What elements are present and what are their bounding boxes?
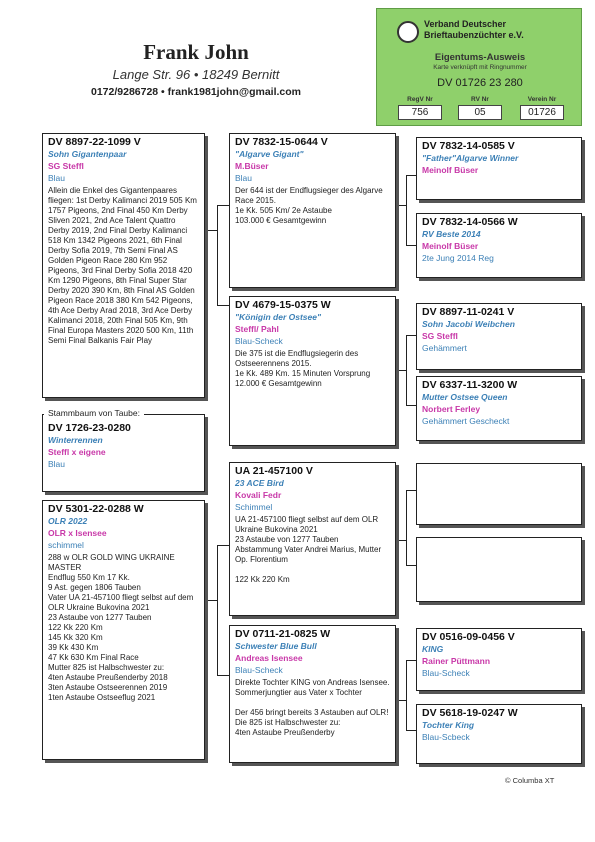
connector [406, 660, 416, 661]
sire-dam-sire-box [416, 303, 582, 370]
description: 288 w OLR GOLD WING UKRAINE MASTER Endflug 550 Km 17 Kk. 9 Ast. gegen 1806 Tauben Vater UA 21-457100 fliegt selbst auf dem OLR Ukraine Bukovina 2021 23 Astaube von 1277 Tauben 122 Kk 220 Km 145 Kk 320 Km 39 Kk 430 Km 47 Kk 630 Km Final Race Mutter 825 ist Halbschwester zu: 4ten Astaube Preußenderby 2018 3ten Astaube Ostseerennen 2019 1ten Astaube Ostseeflug 2021 [48, 553, 194, 702]
subject-box [42, 414, 205, 492]
connector [406, 660, 407, 730]
feather-color: Blau [235, 173, 253, 183]
connector [406, 175, 407, 245]
card-verein-label: Verein Nr [527, 96, 557, 103]
description: Allein die Enkel des Gigantenpaares fliegen: 1st Derby Kalimanci 2019 505 Km 1757 Pigeons, 2nd Final 450 Km Derby Sliven 2021, 2nd Ace Talent Quattro Derby 2019, 2nd Final Derby Kalimanci 518 Km 1342 Pigeons 2021, 6th Final Derby Sofia 2019, 7th Semi Final AS Golden Pigeon Race 280 Km 952 Pigeons, 3rd Final Derby Sofia 2018 420 Km 1290 Pigeons, 8th Final Super Star Derby 2020 390 Km, 8th Final AS Golden Pigeon Race 2018 380 Km 542 Pigeons, 4th Ace Derby Arad 2018, 3rd Ace Derby Kalimanci 2018, 20th Final 505 Km, 9th Final Europa Masters 2020 500 Km, 11th Semi Final Balkanis Fair Play [48, 186, 197, 345]
feather-color: Blau-Scheck [235, 665, 283, 675]
dam-sire-sire-box [416, 463, 582, 525]
pigeon-name: "Algarve Gigant" [235, 149, 304, 159]
pigeon-name: Winterrennen [48, 435, 103, 445]
ring-number: DV 7832-15-0644 V [235, 136, 328, 148]
pigeon-name: KING [422, 644, 444, 654]
dam-dam-box [229, 625, 396, 763]
connector [205, 230, 217, 231]
connector [406, 335, 416, 336]
description: Direkte Tochter KING von Andreas Isensee. Sommerjungtier aus Vater x Tochter Der 456 bringt bereits 3 Astauben auf OLR! Die 825 ist Halbschwester zu: 4ten Astaube Preußenderby [235, 678, 390, 737]
connector [406, 335, 407, 405]
connector [217, 675, 229, 676]
feather-color: Schimmel [235, 502, 273, 512]
breeder: Steffl/ Pahl [235, 324, 279, 334]
connector [217, 205, 218, 305]
connector [406, 175, 416, 176]
sire-sire-box [229, 133, 396, 288]
sire-dam-dam-box [416, 376, 582, 441]
description: UA 21-457100 fliegt selbst auf dem OLR Ukraine Bukovina 2021 23 Astaube von 1277 Tauben Abstammung Vater Andrei Marius, Mutter Op. Florentium 122 Kk 220 Km [235, 515, 382, 584]
ring-number: DV 8897-22-1099 V [48, 136, 141, 148]
breeder: Kovali Fedr [235, 490, 282, 500]
ownership-card [376, 8, 582, 126]
ring-number: DV 5618-19-0247 W [422, 707, 518, 719]
breeder: OLR x Isensee [48, 528, 107, 538]
pigeon-name: Schwester Blue Bull [235, 641, 317, 651]
breeder: Rainer Püttmann [422, 656, 491, 666]
feather-color: Blau-Scheck [422, 668, 470, 678]
connector [217, 205, 229, 206]
pigeon-name: 23 ACE Bird [235, 478, 284, 488]
owner-contact: 0172/9286728 • frank1981john@gmail.com [90, 86, 302, 98]
sire-sire-dam-box [416, 213, 582, 278]
feather-color: Blau-Scbeck [422, 732, 470, 742]
card-regv-label: RegV Nr [407, 96, 433, 103]
vdb-logo-icon [397, 21, 419, 43]
owner-name: Frank John [143, 40, 249, 64]
dam-sire-dam-box [416, 537, 582, 602]
card-subtitle: Karte verknüpft mit Ringnummer [433, 64, 527, 71]
dam-dam-dam-box [416, 704, 582, 764]
breeder: Andreas Isensee [235, 653, 303, 663]
connector [217, 545, 218, 675]
pigeon-name: Sohn Gigantenpaar [48, 149, 127, 159]
breeder: Norbert Ferley [422, 404, 481, 414]
ring-number: DV 5301-22-0288 W [48, 503, 144, 515]
description: Der 644 ist der Endflugsieger des Algarve Race 2015. 1e Kk. 505 Km/ 2e Astaube 103.000 € Gesamtgewinn [235, 186, 383, 225]
breeder: M.Büser [235, 161, 269, 171]
feather-color: Blau [48, 459, 66, 469]
ring-number: DV 7832-14-0566 W [422, 216, 518, 228]
connector [406, 490, 416, 491]
connector [406, 490, 407, 565]
pigeon-name: Tochter King [422, 720, 475, 730]
owner-address: Lange Str. 96 • 18249 Bernitt [112, 67, 280, 82]
ring-number: DV 6337-11-3200 W [422, 379, 518, 391]
card-org [424, 19, 524, 41]
connector [396, 205, 406, 206]
ring-number: DV 8897-11-0241 V [422, 306, 515, 318]
feather-color: Gehämmert [422, 343, 467, 353]
ring-number: DV 1726-23-0280 [48, 422, 131, 434]
pigeon-name: RV Beste 2014 [422, 229, 481, 239]
breeder: SG Steffl [422, 331, 458, 341]
sire-sire-sire-box [416, 137, 582, 200]
card-rv-value: 05 [458, 105, 502, 120]
card-org-line1: Verband Deutscher [424, 19, 507, 29]
ring-number: DV 0711-21-0825 W [235, 628, 331, 640]
pedigree-label: Stammbaum von Taube: [44, 408, 144, 418]
connector [396, 370, 406, 371]
card-ring-number: DV 01726 23 280 [437, 77, 523, 89]
connector [205, 600, 217, 601]
connector [406, 565, 416, 566]
pigeon-name: OLR 2022 [48, 516, 88, 526]
feather-color: Gehämmert Gescheckt [422, 416, 510, 426]
breeder: Meinolf Büser [422, 165, 479, 175]
connector [406, 405, 416, 406]
breeder: Steffl x eigene [48, 447, 106, 457]
dam-dam-sire-box [416, 628, 582, 691]
pigeon-name: Mutter Ostsee Queen [422, 392, 508, 402]
card-title: Eigentums-Ausweis [434, 52, 526, 63]
card-verein-value: 01726 [520, 105, 564, 120]
connector [217, 545, 229, 546]
feather-color: schimmel [48, 540, 84, 550]
connector [396, 700, 406, 701]
pigeon-name: "Father"Algarve Winner [422, 153, 519, 163]
footer-copyright: © Columba XT [505, 776, 555, 785]
connector [217, 305, 229, 306]
feather-color: Blau [48, 173, 66, 183]
ring-number: UA 21-457100 V [235, 465, 313, 477]
card-regv-value: 756 [398, 105, 442, 120]
dam-sire-box [229, 462, 396, 616]
pigeon-name: "Königin der Ostsee" [235, 312, 321, 322]
feather-color: 2te Jung 2014 Reg [422, 253, 494, 263]
sire-box [42, 133, 205, 398]
description: Die 375 ist die Endflugsiegerin des Ostseerennens 2015. 1e Kk. 489 Km. 15 Minuten Vorsprung 12.000 € Gesamtgewinn [235, 349, 371, 388]
connector [406, 730, 416, 731]
card-rv-label: RV Nr [471, 96, 489, 103]
card-org-line2: Brieftaubenzüchter e.V. [424, 30, 524, 40]
ring-number: DV 0516-09-0456 V [422, 631, 515, 643]
sire-dam-box [229, 296, 396, 446]
pigeon-name: Sohn Jacobi Weibchen [422, 319, 515, 329]
connector [406, 245, 416, 246]
feather-color: Blau-Scheck [235, 336, 283, 346]
connector [396, 540, 406, 541]
ring-number: DV 7832-14-0585 V [422, 140, 515, 152]
breeder: Meinolf Büser [422, 241, 479, 251]
dam-box [42, 500, 205, 760]
breeder: SG Steffl [48, 161, 84, 171]
ring-number: DV 4679-15-0375 W [235, 299, 331, 311]
